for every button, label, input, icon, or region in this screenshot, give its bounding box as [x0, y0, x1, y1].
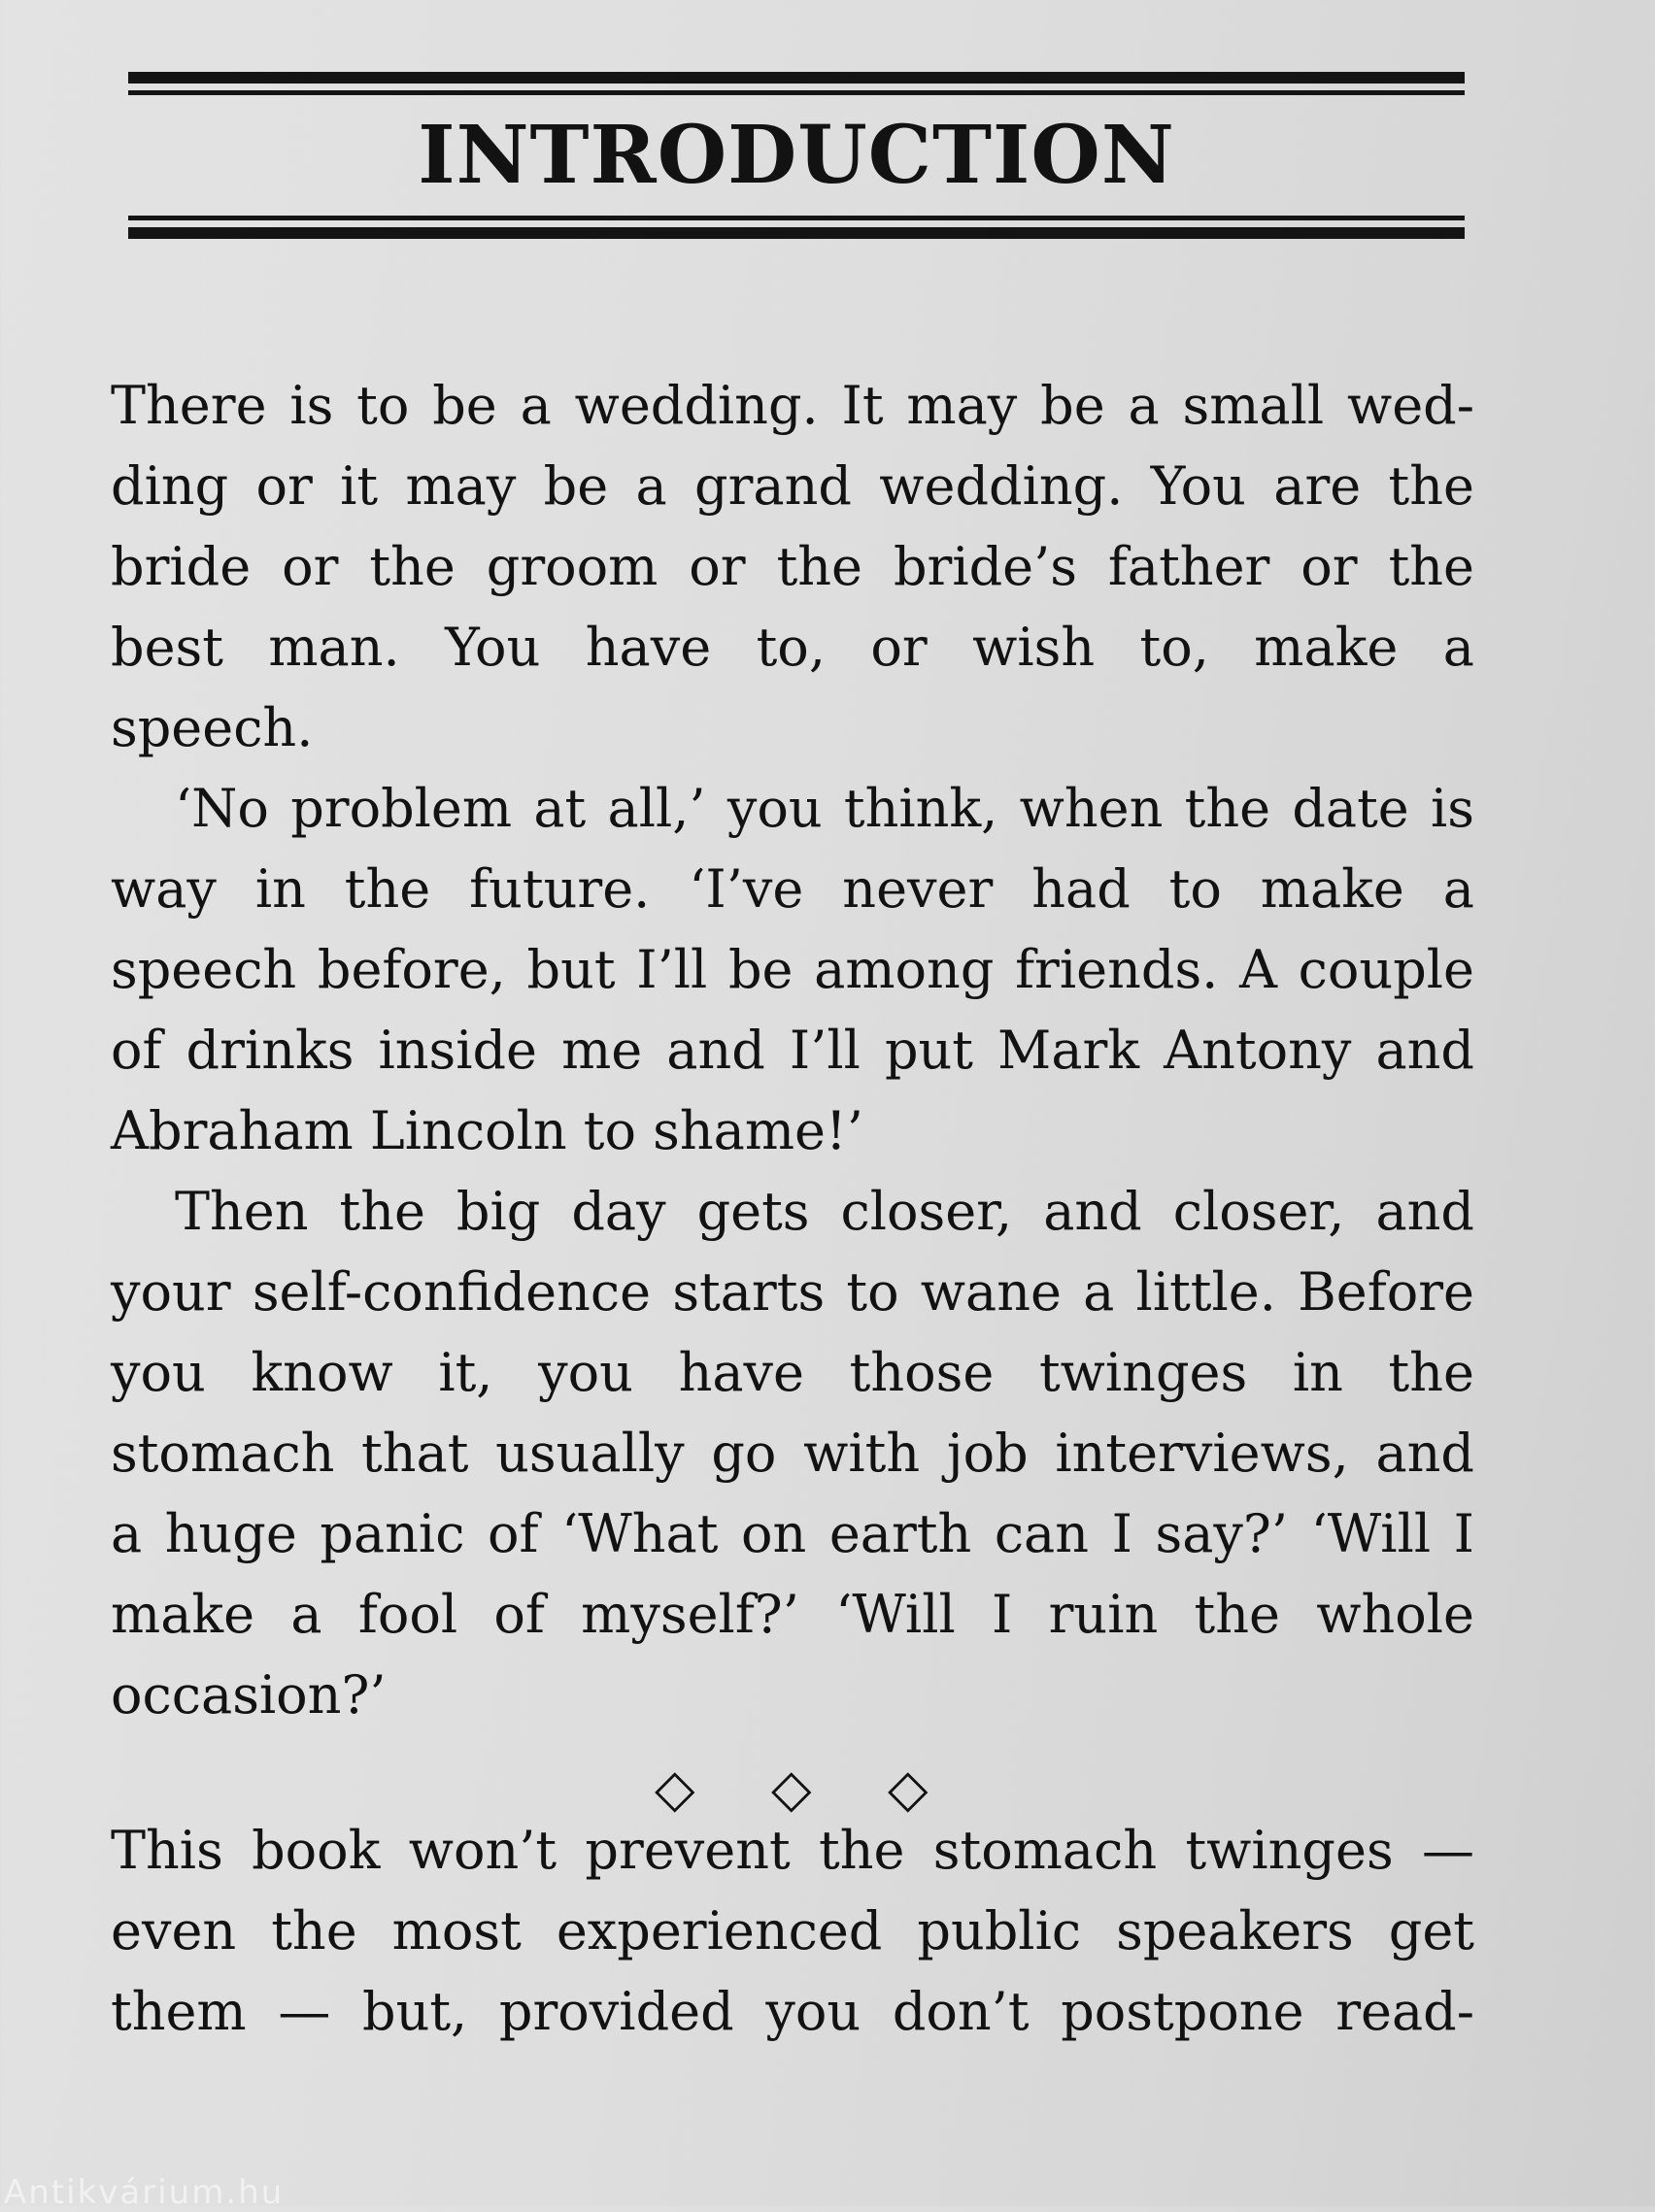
text-line: ‘No problem at all,’ you think, when the date is	[175, 778, 1474, 839]
text-line: bride or the groom or the bride’s father or the	[111, 536, 1474, 597]
text-line: you know it, you have those twinges in the	[111, 1342, 1474, 1403]
text-line: of drinks inside me and I’ll put Mark Antony and	[111, 1020, 1474, 1081]
text-line: way in the future. ‘I’ve never had to make a	[111, 858, 1474, 920]
text-line: even the most experienced public speakers get	[111, 1900, 1474, 1961]
text-line: ding or it may be a grand wedding. You are the	[111, 455, 1474, 517]
chapter-heading: INTRODUCTION	[418, 109, 1175, 202]
text-line: them — but, provided you don’t postpone read-	[111, 1981, 1474, 2042]
text-line: make a fool of myself?’ ‘Will I ruin the whole	[111, 1584, 1474, 1645]
text-line: best man. You have to, or wish to, make a	[111, 617, 1474, 678]
text-line: This book won’t prevent the stomach twinges —	[111, 1820, 1474, 1881]
text-line: speech before, but I’ll be among friends. A couple	[111, 939, 1474, 1000]
text-line: occasion?’	[111, 1664, 387, 1726]
top-double-rule	[128, 72, 1465, 95]
text-line: a huge panic of ‘What on earth can I say?’ ‘Will I	[111, 1503, 1474, 1564]
text-line: your self-confidence starts to wane a little. Before	[111, 1261, 1474, 1323]
text-line: Abraham Lincoln to shame!’	[111, 1100, 863, 1161]
rule-thick-line	[128, 72, 1465, 84]
diamond-ornament-icon: ◇	[888, 1758, 929, 1819]
text-line: Then the big day gets closer, and closer, and	[175, 1181, 1474, 1242]
intro-text-block	[111, 365, 1474, 1735]
diamond-ornament-icon: ◇	[655, 1758, 695, 1819]
bottom-double-rule	[128, 216, 1465, 239]
text-line: stomach that usually go with job interviews, and	[111, 1423, 1474, 1484]
diamond-ornament-icon: ◇	[771, 1758, 812, 1819]
watermark-text: Antikvárium.hu	[4, 2173, 285, 2212]
text-line: speech.	[111, 697, 314, 758]
rule-thin-line	[128, 90, 1465, 95]
second-section-text-block	[111, 1810, 1474, 2052]
text-line: There is to be a wedding. It may be a small wed-	[111, 375, 1474, 436]
rule-thick-line	[128, 227, 1465, 239]
